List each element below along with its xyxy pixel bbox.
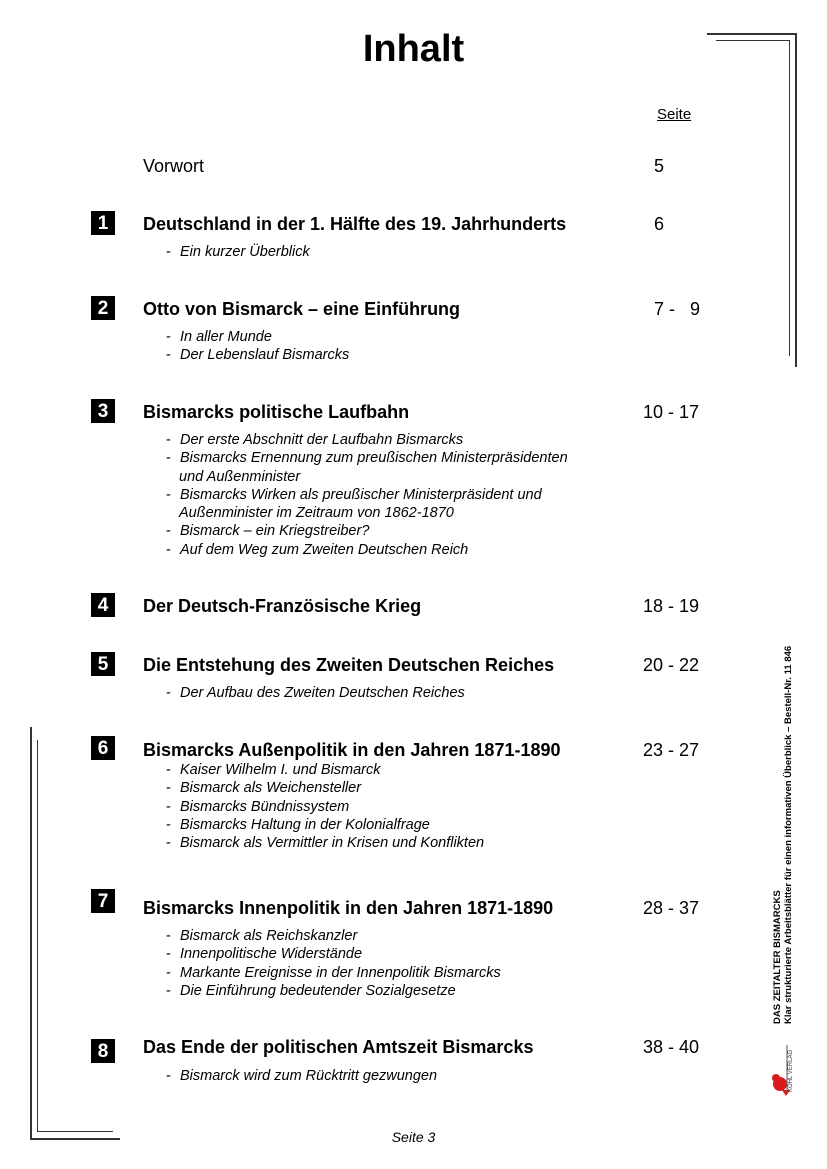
chapter-title: Bismarcks Außenpolitik in den Jahren 1871-1890 <box>143 740 561 760</box>
subtopic: Bismarck als Reichskanzler <box>180 928 358 944</box>
chapter-title: Bismarcks politische Laufbahn <box>143 402 410 422</box>
chapter-pages: 20 - 22 <box>643 655 700 675</box>
subtopic: Kaiser Wilhelm I. und Bismarck <box>180 762 381 778</box>
chapter-subtopics: - In aller Munde - Der Lebenslauf Bismarcks <box>166 329 350 364</box>
chapter-pages: 18 - 19 <box>643 596 700 616</box>
subtopic: Bismarcks Bündnissystem <box>180 798 350 815</box>
subtopic-continuation: Außenminister im Zeitraum von 1862-1870 <box>179 505 454 522</box>
subtopic: Bismarck – ein Kriegstreiber? <box>180 523 370 540</box>
subtopic-continuation: und Außenminister <box>179 468 301 485</box>
chapter-number: 5 <box>91 652 115 676</box>
chapter-title: Otto von Bismarck – eine Einführung <box>143 299 461 319</box>
kohl-verlag-logo <box>770 1040 798 1096</box>
subtopic: Bismarck als Vermittler in Krisen und Konflikten <box>180 835 485 852</box>
subtopic: Auf dem Weg zum Zweiten Deutschen Reich <box>180 541 469 558</box>
chapter-number: 4 <box>91 593 115 617</box>
subtopic: Der erste Abschnitt der Laufbahn Bismarcks <box>180 432 464 448</box>
frame-line-left <box>30 727 32 1139</box>
subtopic: Der Lebenslauf Bismarcks <box>180 347 350 364</box>
frame-line-top <box>707 33 795 35</box>
vorwort-label: Vorwort <box>143 156 205 176</box>
subtopic: Die Einführung bedeutender Sozialgesetze <box>180 982 456 999</box>
chapter-number: 2 <box>91 296 115 320</box>
chapter-title: Deutschland in der 1. Hälfte des 19. Jahrhunderts <box>143 214 567 234</box>
chapter-pages: 23 - 27 <box>643 740 700 760</box>
chapter-number: 1 <box>91 211 115 235</box>
page-footer: Seite 3 <box>391 1129 436 1145</box>
subtopic: In aller Munde <box>180 329 272 345</box>
side-subtitle: Klar strukturierte Arbeitsblätter für einen informativen Überblick – Bestell-Nr. 11 846 <box>783 645 794 1024</box>
frame-line-right-inner <box>789 40 790 356</box>
chapter-subtopics: - Ein kurzer Überblick <box>166 244 310 260</box>
frame-line-top-inner <box>716 40 790 41</box>
page-title: Inhalt <box>362 28 465 70</box>
chapter-title: Der Deutsch-Französische Krieg <box>143 596 422 616</box>
subtopic: Markante Ereignisse in der Innenpolitik Bismarcks <box>180 964 501 981</box>
side-title: DAS ZEITALTER BISMARCKS <box>772 890 783 1024</box>
frame-line-left-inner <box>37 740 38 1132</box>
publisher-side-text <box>772 584 794 1024</box>
chapter-pages: 10 - 17 <box>643 402 700 422</box>
chapter-number: 3 <box>91 399 115 423</box>
chapter-title: Bismarcks Innenpolitik in den Jahren 1871-1890 <box>143 898 554 918</box>
subtopic: Bismarck als Weichensteller <box>180 780 362 797</box>
subtopic: Ein kurzer Überblick <box>180 244 310 260</box>
chapter-subtopics: - Der Aufbau des Zweiten Deutschen Reiches <box>166 685 465 701</box>
subtopic: Der Aufbau des Zweiten Deutschen Reiches <box>180 685 465 701</box>
chapter-pages: 7 - 9 <box>654 299 701 319</box>
chapter-subtopics: - Bismarck als Reichskanzler - Innenpolitische Widerstände - Markante Ereignisse in der Innenpolitik Bismarcks - Die Einführung bedeutender Sozialgesetze <box>166 928 501 999</box>
page-column-header: Seite <box>657 106 692 123</box>
subtopic: Bismarcks Wirken als preußischer Ministerpräsident und <box>180 486 542 503</box>
vorwort-page: 5 <box>654 156 665 176</box>
subtopic: Bismarcks Haltung in der Kolonialfrage <box>180 816 430 833</box>
frame-line-right <box>795 33 797 367</box>
chapter-title: Die Entstehung des Zweiten Deutschen Reiches <box>143 655 555 675</box>
chapter-subtopics: - Der erste Abschnitt der Laufbahn Bismarcks - Bismarcks Ernennung zum preußischen Ministerpräsidenten und Außenminister - Bismarcks Wirken als preußischer Ministerpräsident und Außenminister im Zeitraum von 1862-1870 - Bismarck – ein Kriegstreiber? - Auf dem Weg zum Zweiten Deutschen Reich <box>166 432 568 558</box>
chapter-subtopics: - Kaiser Wilhelm I. und Bismarck - Bismarck als Weichensteller - Bismarcks Bündnissystem - Bismarcks Haltung in der Kolonialfrage - Bismarck als Vermittler in Krisen und Konflikten <box>166 762 485 852</box>
chapter-number: 8 <box>91 1039 115 1063</box>
subtopic: Innenpolitische Widerstände <box>180 946 363 963</box>
chapter-number: 7 <box>91 889 115 913</box>
chapter-number: 6 <box>91 736 115 760</box>
chapter-pages: 28 - 37 <box>643 898 700 918</box>
subtopic: Bismarcks Ernennung zum preußischen Ministerpräsidenten <box>180 450 568 467</box>
svg-text:KOHL VERLAG: KOHL VERLAG <box>788 1049 794 1092</box>
chapter-title: Das Ende der politischen Amtszeit Bismarcks <box>143 1037 534 1057</box>
chapter-subtopics: - Bismarck wird zum Rücktritt gezwungen <box>166 1068 438 1084</box>
subtopic: Bismarck wird zum Rücktritt gezwungen <box>180 1068 438 1084</box>
chapter-pages: 6 <box>654 214 665 234</box>
chapter-pages: 38 - 40 <box>643 1037 700 1057</box>
